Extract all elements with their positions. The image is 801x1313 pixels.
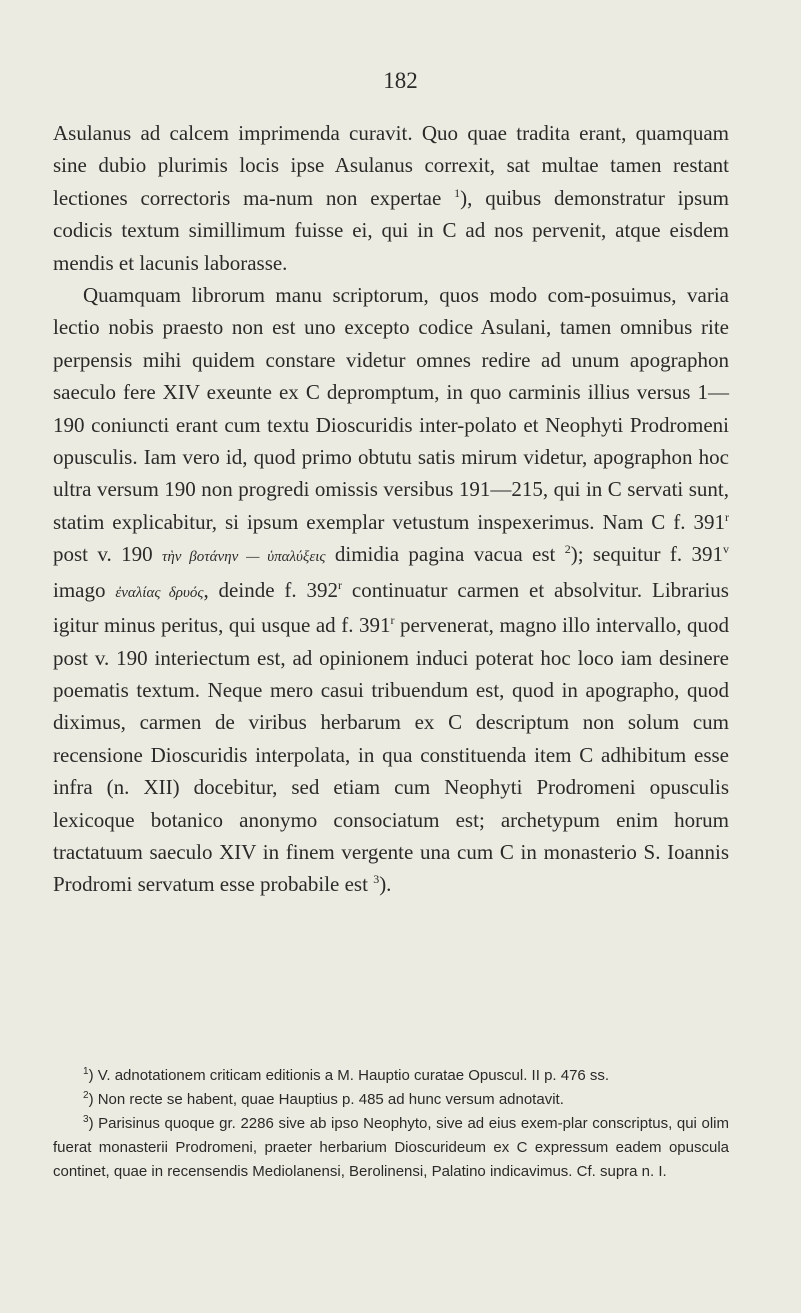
footnote-3-mark: 3 — [83, 1114, 89, 1125]
footnotes — [53, 1064, 729, 1184]
paragraph-2-text-b: post v. 190 — [53, 542, 162, 567]
paragraph-1-text-b: ), quibus demonstratur ipsum codicis textum simillimum fuisse ei, qui in C ad nos pervenit, atque eisdem mendis et lacunis laborasse. — [53, 185, 730, 275]
footnote-3-text: ) Parisinus quoque gr. 2286 sive ab ipso Neophyto, sive ad eius exem-plar conscriptus, qui olim fuerat monasterii Prodromeni, praeter herbarium Dioscurideum ex C expressum eadem opuscula continet, quae in recensendis Mediolanensi, Berolinensi, Palatino indicavimus. Cf. supra n. I. — [53, 1115, 729, 1180]
paragraph-1 — [53, 117, 729, 279]
footnote-1-text: ) V. adnotationem criticam editionis a M. Hauptio curatae Opuscul. II p. 476 ss. — [88, 1067, 610, 1084]
footnote-2 — [53, 1088, 729, 1112]
footnote-2-text: ) Non recte se habent, quae Hauptius p. 485 ad hunc versum adnotavit. — [88, 1091, 564, 1108]
folio-recto-mark-3: r — [390, 613, 395, 628]
paragraph-2 — [53, 279, 729, 901]
paragraph-2-text-g: continuatur carmen et absolvitur. Librarius igitur minus peritus, qui usque ad f. 391 — [53, 577, 729, 638]
paragraph-2-text-i: ). — [379, 872, 392, 897]
footnote-1-mark: 1 — [83, 1066, 89, 1077]
footnote-1 — [53, 1064, 729, 1088]
main-text — [53, 117, 729, 901]
paragraph-2-text-e: imago — [53, 577, 116, 602]
folio-recto-mark-2: r — [338, 577, 343, 592]
footnote-ref-2: 2 — [564, 542, 571, 557]
folio-verso-mark: v — [722, 542, 729, 557]
footnote-3 — [53, 1112, 729, 1184]
greek-quote-image: ἐναλίας δρυός — [115, 584, 204, 601]
paragraph-1-text-a: Asulanus ad calcem imprimenda curavit. Quo quae tradita erant, quamquam sine dubio plurimis locis ipse Asulanus correxit, sat multae tamen restant lectiones correctoris ma-num non expertae — [53, 121, 729, 210]
footnote-2-mark: 2 — [83, 1090, 89, 1101]
paragraph-2-text-c: dimidia pagina vacua est — [325, 542, 565, 567]
greek-quote-verse: τὴν βοτάνην — ὑπαλύξεις — [161, 549, 326, 566]
page-number: 182 — [383, 68, 418, 93]
paragraph-2-text-a: Quamquam librorum manu scriptorum, quos modo com-posuimus, varia lectio nobis praesto non est uno excepto codice Asulani, tamen omnibus rite perpensis mihi quidem constare videtur omnes redire ad unum apographon saeculo fere XIV exeunte ex C depromptum, in quo carminis illius versus 1—190 coniuncti erant cum textu Dioscuridis inter-polato et Neophyti Prodromeni opusculis. Iam vero id, quod primo obtutu satis mirum videtur, apographon hoc ultra versum 190 non progredi omissis versibus 191—215, qui in C servati sunt, statim explicabitur, si ipsum exemplar vetustum inspexerimus. Nam C f. 391 — [53, 283, 729, 534]
paragraph-2-text-f: , deinde f. 392 — [203, 577, 339, 602]
folio-recto-mark: r — [725, 509, 729, 524]
paragraph-2-text-h: pervenerat, magno illo intervallo, quod post v. 190 interiectum est, ad opinionem induci poterat hoc loco iam desinere poematis textum. Neque mero casui tribuendum est, quod in apographo, quod diximus, carmen de viribus herbarum ex C descriptum non solum cum recensione Dioscuridis interpolata, in qua constituenda item C adhibitum esse infra (n. XII) docebitur, sed etiam cum Neophyti Prodromeni opusculis lexicoque botanico anonymo consociatum est; archetypum enim horum tractatuum saeculo XIV in finem vergente una cum C in monasterio S. Ioannis Prodromi servatum esse probabile est — [53, 613, 729, 897]
paragraph-2-text-d: ); sequitur f. 391 — [570, 542, 723, 567]
footnote-ref-3: 3 — [373, 872, 380, 887]
footnote-ref-1: 1 — [454, 185, 461, 200]
